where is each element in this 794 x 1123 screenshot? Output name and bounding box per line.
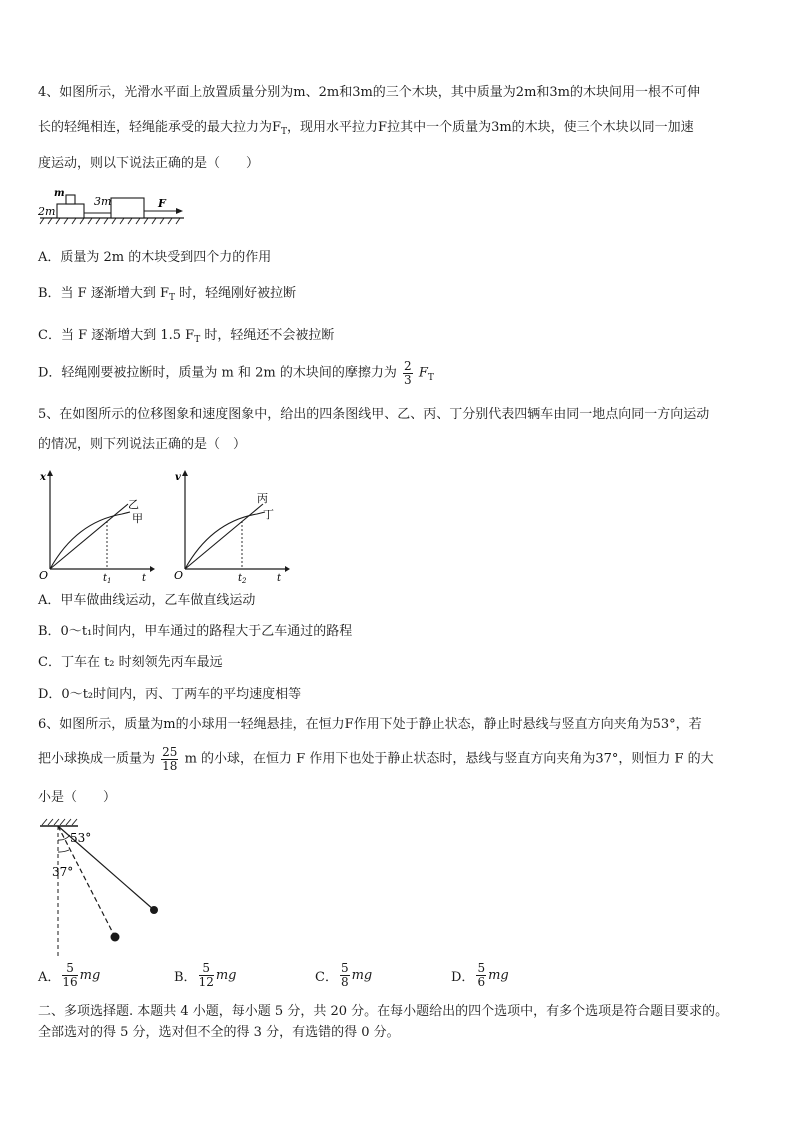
svg-text:O: O: [39, 569, 49, 582]
q4-stem-line3: 度运动，则以下说法正确的是（ ）: [38, 156, 260, 171]
block-3m: [111, 198, 144, 218]
q5-stem-line1: 5、在如图所示的位移图象和速度图象中，给出的四条图线甲、乙、丙、丁分别代表四辆车由同一地点向同一方向运动: [38, 407, 710, 422]
q6-stem-line3: 小是（ ）: [38, 790, 117, 805]
q5-stem-line2: 的情况，则下列说法正确的是（ ）: [38, 437, 247, 452]
svg-text:t: t: [142, 573, 147, 584]
q5-option-b: B．0～t₁时间内，甲车通过的路程大于乙车通过的路程: [38, 624, 353, 639]
svg-text:t1: $t_1$: [103, 573, 112, 584]
q5-displacement-graph: [36, 466, 156, 584]
q4-option-d-fraction: $\frac{2}{3}$: [404, 359, 412, 387]
q4-option-c: C．当 F 逐渐增大到 1.5 $F_T$ 时，轻绳还不会被拉断: [38, 328, 335, 345]
q4-option-a: A．质量为 2m 的木块受到四个力的作用: [38, 250, 272, 265]
label-2m: 2m: [38, 205, 56, 218]
q6-stem-line2: 把小球换成一质量为 $\frac{25}{18}$ m 的小球，在恒力 F 作用下也处于静止状态时，悬线与竖直方向夹角为37°，则恒力 F 的大: [38, 745, 714, 773]
q6-option-b: B． $\frac{5}{12}$ mg: [174, 961, 237, 989]
q5-velocity-graph: [171, 466, 291, 584]
q6-option-d: D． $\frac{5}{6}$ mg: [451, 961, 509, 989]
label-ding: 丁: [263, 508, 274, 521]
block-m: [66, 195, 75, 204]
label-F: F: [158, 197, 166, 210]
q4-stem-line2: 长的轻绳相连，轻绳能承受的最大拉力为$F_T$，现用水平拉力F拉其中一个质量为3m的木块，使三个木块以同一加速: [38, 120, 694, 137]
angle-53-label: 53°: [70, 831, 92, 845]
curve-jia: [50, 512, 130, 569]
q6-pendulum-figure: [38, 814, 168, 962]
svg-text:O: O: [174, 569, 184, 582]
q6-mass-fraction: $\frac{25}{18}$: [162, 745, 178, 773]
svg-text:t2: $t_2$: [238, 573, 247, 584]
line-yi: [50, 504, 128, 569]
label-yi: 乙: [128, 498, 139, 511]
q5-option-d: D．0～t₂时间内，丙、丁两车的平均速度相等: [38, 687, 302, 702]
q5-option-c: C．丁车在 t₂ 时刻领先丙车最远: [38, 655, 223, 670]
q4-blocks-figure: [38, 186, 188, 232]
label-bing: 丙: [257, 492, 268, 505]
label-m: m: [54, 188, 65, 199]
q4-option-b: B．当 F 逐渐增大到 $F_T$ 时，轻绳刚好被拉断: [38, 286, 297, 303]
svg-text:v: v: [175, 472, 181, 483]
q6-stem-line1: 6、如图所示，质量为m的小球用一轻绳悬挂，在恒力F作用下处于静止状态，静止时悬线与竖直方向夹角为53°，若: [38, 717, 702, 732]
q6-option-a: A． $\frac{5}{16}$ mg: [38, 961, 101, 989]
ball-53: [150, 906, 158, 914]
ball-37: [111, 933, 120, 942]
section2-heading-line2: 全部选对的得 5 分，选对但不全的得 3 分，有选错的得 0 分。: [38, 1025, 400, 1040]
svg-text:t: t: [277, 573, 282, 584]
section2-heading-line1: 二、多项选择题. 本题共 4 小题，每小题 5 分，共 20 分。在每小题给出的四个选项中，有多个选项是符合题目要求的。: [38, 1004, 729, 1019]
curve-ding: [185, 512, 265, 569]
q5-option-a: A．甲车做曲线运动，乙车做直线运动: [38, 593, 256, 608]
line-bing: [185, 504, 263, 569]
angle-37-label: 37°: [52, 865, 74, 879]
block-2m: [57, 204, 84, 218]
q4-option-d: D．轻绳刚要被拉断时，质量为 m 和 2m 的木块间的摩擦力为 $\frac{2}{3}$ $F_T$: [38, 359, 434, 387]
q6-options: [38, 962, 598, 1002]
label-3m: 3m: [94, 195, 112, 208]
q4-stem-line1: 4、如图所示，光滑水平面上放置质量分别为m、2m和3m的三个木块，其中质量为2m和3m的木块间用一根不可伸: [38, 85, 700, 100]
svg-text:x: x: [40, 472, 46, 483]
label-jia: 甲: [132, 512, 143, 525]
q6-option-c: C． $\frac{5}{8}$ mg: [315, 961, 373, 989]
